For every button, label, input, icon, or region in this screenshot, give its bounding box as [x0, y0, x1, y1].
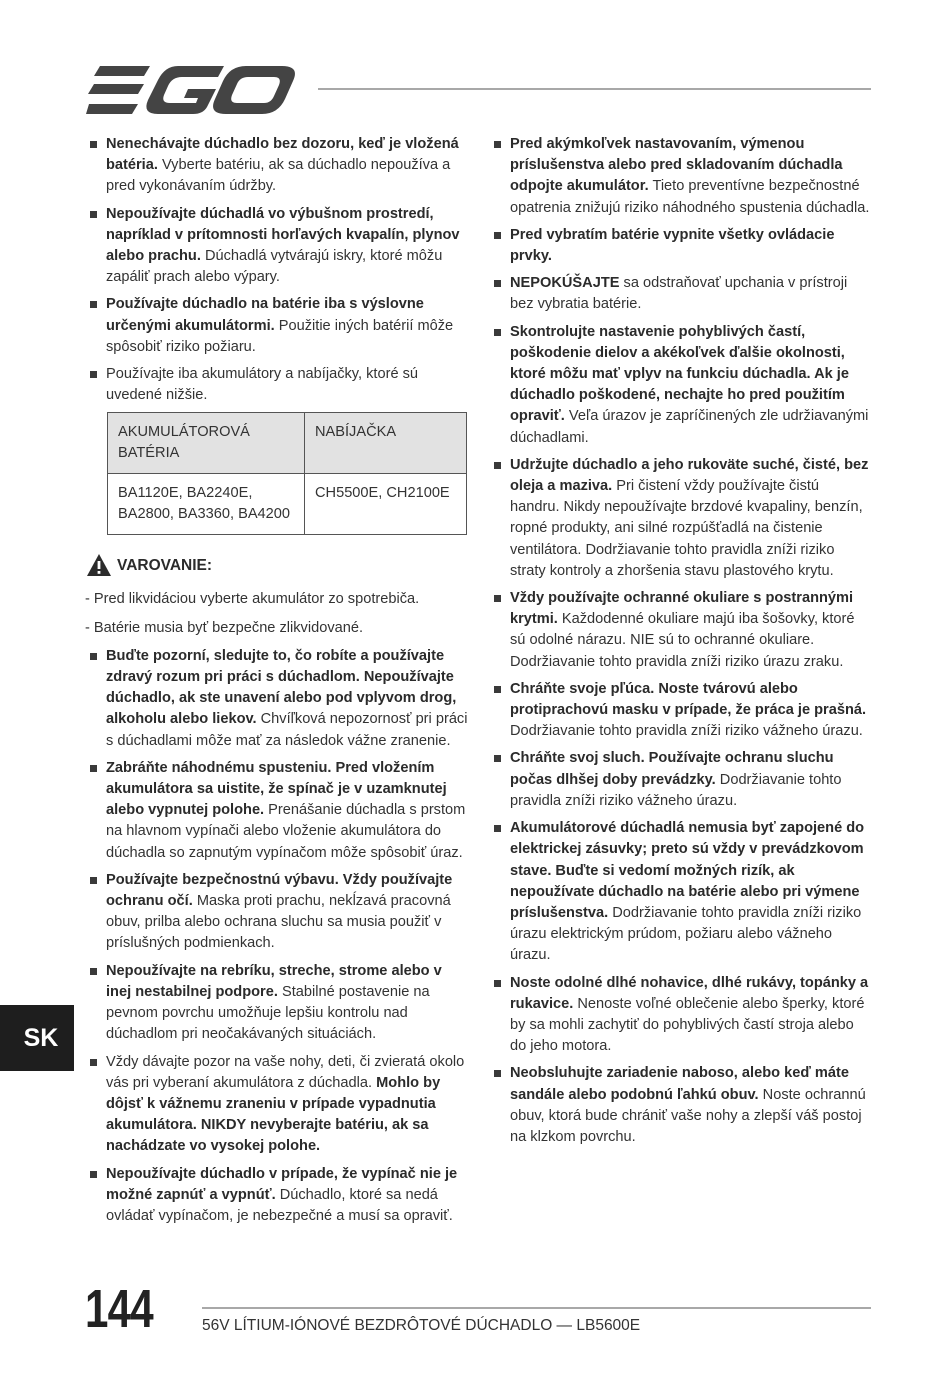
list-item: [86, 758, 468, 864]
item-bold-text: Neobsluhujte zariadenie naboso, alebo keď máte sandále alebo podobnú ľahkú obuv.: [510, 1065, 849, 1103]
bullet-icon: [90, 653, 97, 660]
left-column: [86, 134, 468, 1233]
bullet-icon: [494, 755, 501, 762]
footer-rule: [202, 1307, 871, 1309]
list-item: [490, 322, 872, 449]
item-text: Noste ochrannú obuv, ktorá bude chrániť vaše nohy a zlepší váš postoj na klzkom povrchu.: [510, 1086, 866, 1145]
item-bold-text: Mohlo by dôjsť k vážnemu zraneniu v prípade vypadnutia akumulátora. NIKDY nevyberajte batériu, ak sa nachádzate vo vysokej polohe.: [106, 1074, 441, 1155]
bullet-icon: [494, 141, 501, 148]
footer-title: 56V LÍTIUM-IÓNOVÉ BEZDRÔTOVÉ DÚCHADLO — LB5600E: [202, 1317, 641, 1334]
list-item: [86, 364, 468, 406]
item-bold-text: Chráňte svoje pľúca. Noste tvárovú alebo protiprachovú masku v prípade, že práca je prašná.: [510, 680, 867, 719]
item-bold-text: Zabráňte náhodnému spusteniu. Pred vložením akumulátora sa uistite, že spínač je v uzamknutej alebo vypnutej polohe.: [106, 759, 447, 819]
bullet-icon: [494, 686, 501, 693]
bullet-icon: [90, 141, 97, 148]
bullet-icon: [494, 232, 501, 239]
table-cell-chargers: CH5500E, CH2100E: [305, 474, 467, 535]
list-item: [86, 134, 468, 198]
item-text: Pri čistení vždy používajte čistú handru. Nikdy nepoužívajte brzdové kvapaliny, benzín, ropné produkty, ani silné rozpúšťadlá na čistenie ventilátora. Dodržiavanie tohto pravidla zníži riziko straty kontroly a zhoršenia stavu plastového krytu.: [510, 478, 863, 579]
item-bold-text: Chráňte svoj sluch. Používajte ochranu sluchu počas dlhšej doby prevádzky.: [510, 750, 834, 788]
item-bold-text: Používajte dúchadlo na batérie iba s výslovne určenými akumulátormi.: [106, 296, 424, 334]
list-item: [490, 134, 872, 219]
item-bold-text: Noste odolné dlhé nohavice, dlhé rukávy, topánky a rukavice.: [510, 974, 869, 1012]
list-item: [86, 204, 468, 289]
item-text: Veľa úrazov je zapríčinených zle udržiavanými dúchadlami.: [510, 408, 869, 446]
item-text: Maska proti prachu, nekĺzavá pracovná obuv, prilba alebo ochrana sluchu sa musia použiť v príslušných podmienkach.: [106, 893, 451, 952]
item-bold-text: Nenechávajte dúchadlo bez dozoru, keď je vložená batéria.: [106, 136, 459, 174]
list-item: [86, 870, 468, 955]
bullet-icon: [90, 1171, 97, 1178]
table-header-battery: AKUMULÁTOROVÁ BATÉRIA: [108, 413, 305, 474]
item-text: Dodržiavanie tohto pravidla zníži riziko vážneho úrazu.: [510, 723, 863, 740]
item-bold-text: Používajte bezpečnostnú výbavu. Vždy používajte ochranu očí.: [106, 871, 453, 910]
item-text: Prenášanie dúchadla s prstom na hlavnom vypínači alebo vloženie akumulátora do dúchadla so zapnutým vypínačom môže spôsobiť úraz.: [106, 802, 466, 861]
table-header-charger: NABÍJAČKA: [305, 413, 467, 474]
item-bold-text: Nepoužívajte na rebríku, streche, strome alebo v inej nestabilnej podpore.: [106, 962, 442, 1000]
list-item: [490, 679, 872, 743]
right-column: [490, 134, 872, 1154]
warning-icon: [86, 553, 112, 577]
bullet-icon: [90, 968, 97, 975]
warning-line: - Batérie musia byť bezpečne zlikvidované.: [85, 619, 364, 636]
list-item: [490, 455, 872, 582]
warning-line: - Pred likvidáciou vyberte akumulátor zo spotrebiča.: [85, 591, 420, 608]
item-text: Používajte iba akumulátory a nabíjačky, ktoré sú uvedené nižšie.: [106, 366, 419, 404]
item-text: Chvíľková nepozornosť pri práci s dúchadlami môže mať za následok vážne zranenie.: [106, 711, 468, 749]
list-item: [490, 273, 872, 315]
item-text: Vždy dávajte pozor na vaše nohy, deti, či zvieratá okolo vás pri vyberaní akumulátora z dúchadla.: [106, 1053, 465, 1091]
item-bold-text: Nepoužívajte dúchadlo v prípade, že vypínač nie je možné zapnúť a vypnúť.: [106, 1165, 458, 1203]
bullet-icon: [90, 301, 97, 308]
item-bold-text: Nepoužívajte dúchadlá vo výbušnom prostredí, napríklad v prítomnosti horľavých kvapalín, plynov alebo prachu.: [106, 205, 460, 265]
item-bold-text: Udržujte dúchadlo a jeho rukoväte suché, čisté, bez oleja a maziva.: [510, 456, 869, 495]
item-bold-text: Pred vybratím batérie vypnite všetky ovládacie prvky.: [510, 226, 835, 265]
list-item: [86, 961, 468, 1046]
item-bold-text: Skontrolujte nastavenie pohyblivých častí, poškodenie dielov a akékoľvek ďalšie okolnosti, ktoré môžu mať vplyv na funkciu dúchadla. Ak je dúchadlo poškodené, nechajte ho pred použitím opraviť.: [510, 323, 849, 425]
list-item: [86, 646, 468, 752]
table-row: [108, 474, 467, 535]
item-text: Použitie iných batérií môže spôsobiť riziko požiaru.: [106, 317, 454, 355]
item-text: Dodržiavanie tohto pravidla zníži riziko úrazu elektrickým prúdom, požiaru alebo vážneho úrazu.: [510, 904, 862, 964]
item-bold-text: Buďte pozorní, sledujte to, čo robíte a používajte zdravý rozum pri práci s dúchadlom. Nepoužívajte dúchadlo, ak ste unavení alebo pod vplyvom drog, alkoholu alebo liekov.: [106, 647, 457, 728]
language-tab: SK: [0, 1005, 74, 1071]
bullet-icon: [494, 595, 501, 602]
bullet-icon: [494, 280, 501, 287]
list-item: [86, 1052, 468, 1158]
list-item: [490, 1063, 872, 1148]
list-item: [490, 973, 872, 1058]
header-rule: [318, 88, 871, 90]
list-item: [490, 748, 872, 812]
item-text: sa odstraňovať upchania v prístroji bez vybratia batérie.: [510, 275, 848, 313]
item-bold-text: NEPOKÚŠAJTE: [510, 275, 620, 292]
item-bold-text: Pred akýmkoľvek nastavovaním, výmenou príslušenstva alebo pred skladovaním dúchadla odpojte akumulátor.: [510, 136, 843, 195]
list-item: [490, 818, 872, 966]
item-text: Dodržiavanie tohto pravidla zníži riziko vážneho úrazu.: [510, 771, 842, 809]
warning-title: VAROVANIE:: [117, 556, 213, 574]
bullet-icon: [90, 1059, 97, 1066]
bullet-icon: [90, 371, 97, 378]
bullet-icon: [494, 980, 501, 987]
item-text: Stabilné postavenie na pevnom povrchu umožňuje lepšiu kontrolu nad dúchadlom pri neočakávaných situáciách.: [106, 983, 430, 1043]
list-item: [86, 294, 468, 358]
list-item: [490, 225, 872, 267]
bullet-icon: [494, 1070, 501, 1077]
warning-heading: [86, 553, 468, 577]
battery-charger-table: [107, 412, 467, 535]
list-item: [86, 1164, 468, 1228]
item-bold-text: Vždy používajte ochranné okuliare s postrannými krytmi.: [510, 590, 854, 628]
bullet-icon: [494, 329, 501, 336]
bullet-icon: [494, 462, 501, 469]
bullet-icon: [90, 877, 97, 884]
item-text: Vyberte batériu, ak sa dúchadlo nepoužíva a pred vykonávaním údržby.: [106, 157, 451, 195]
page-number: 144: [85, 1279, 153, 1339]
table-header-row: [108, 413, 467, 474]
item-text: Dúchadlá vytvárajú iskry, ktoré môžu zapáliť prach alebo výpary.: [106, 248, 443, 286]
item-text: Každodenné okuliare majú iba šošovky, ktoré sú odolné nárazu. NIE sú to ochranné okuliare. Dodržiavanie tohto pravidla zníži riziko úrazu zraku.: [510, 611, 855, 670]
item-bold-text: Akumulátorové dúchadlá nemusia byť zapojené do elektrickej zásuvky; preto sú vždy v prevádzkovom stave. Buďte si vedomí možných rizík, ak nepoužívate dúchadlo na batérie alebo pri výmene príslušenstva.: [510, 820, 865, 921]
item-text: Nenoste voľné oblečenie alebo šperky, ktoré by sa mohli zachytiť do pohyblivých častí stroja alebo do jeho motora.: [510, 995, 865, 1055]
ego-logo: [86, 64, 298, 116]
bullet-icon: [90, 211, 97, 218]
table-cell-batteries: BA1120E, BA2240E, BA2800, BA3360, BA4200: [108, 474, 305, 535]
bullet-icon: [494, 825, 501, 832]
list-item: [490, 588, 872, 673]
item-text: Tieto preventívne bezpečnostné opatrenia znižujú riziko náhodného spustenia dúchadla.: [510, 178, 870, 216]
item-text: Dúchadlo, ktoré sa nedá ovládať vypínačom, je nebezpečné a musí sa opraviť.: [106, 1186, 453, 1224]
bullet-icon: [90, 765, 97, 772]
